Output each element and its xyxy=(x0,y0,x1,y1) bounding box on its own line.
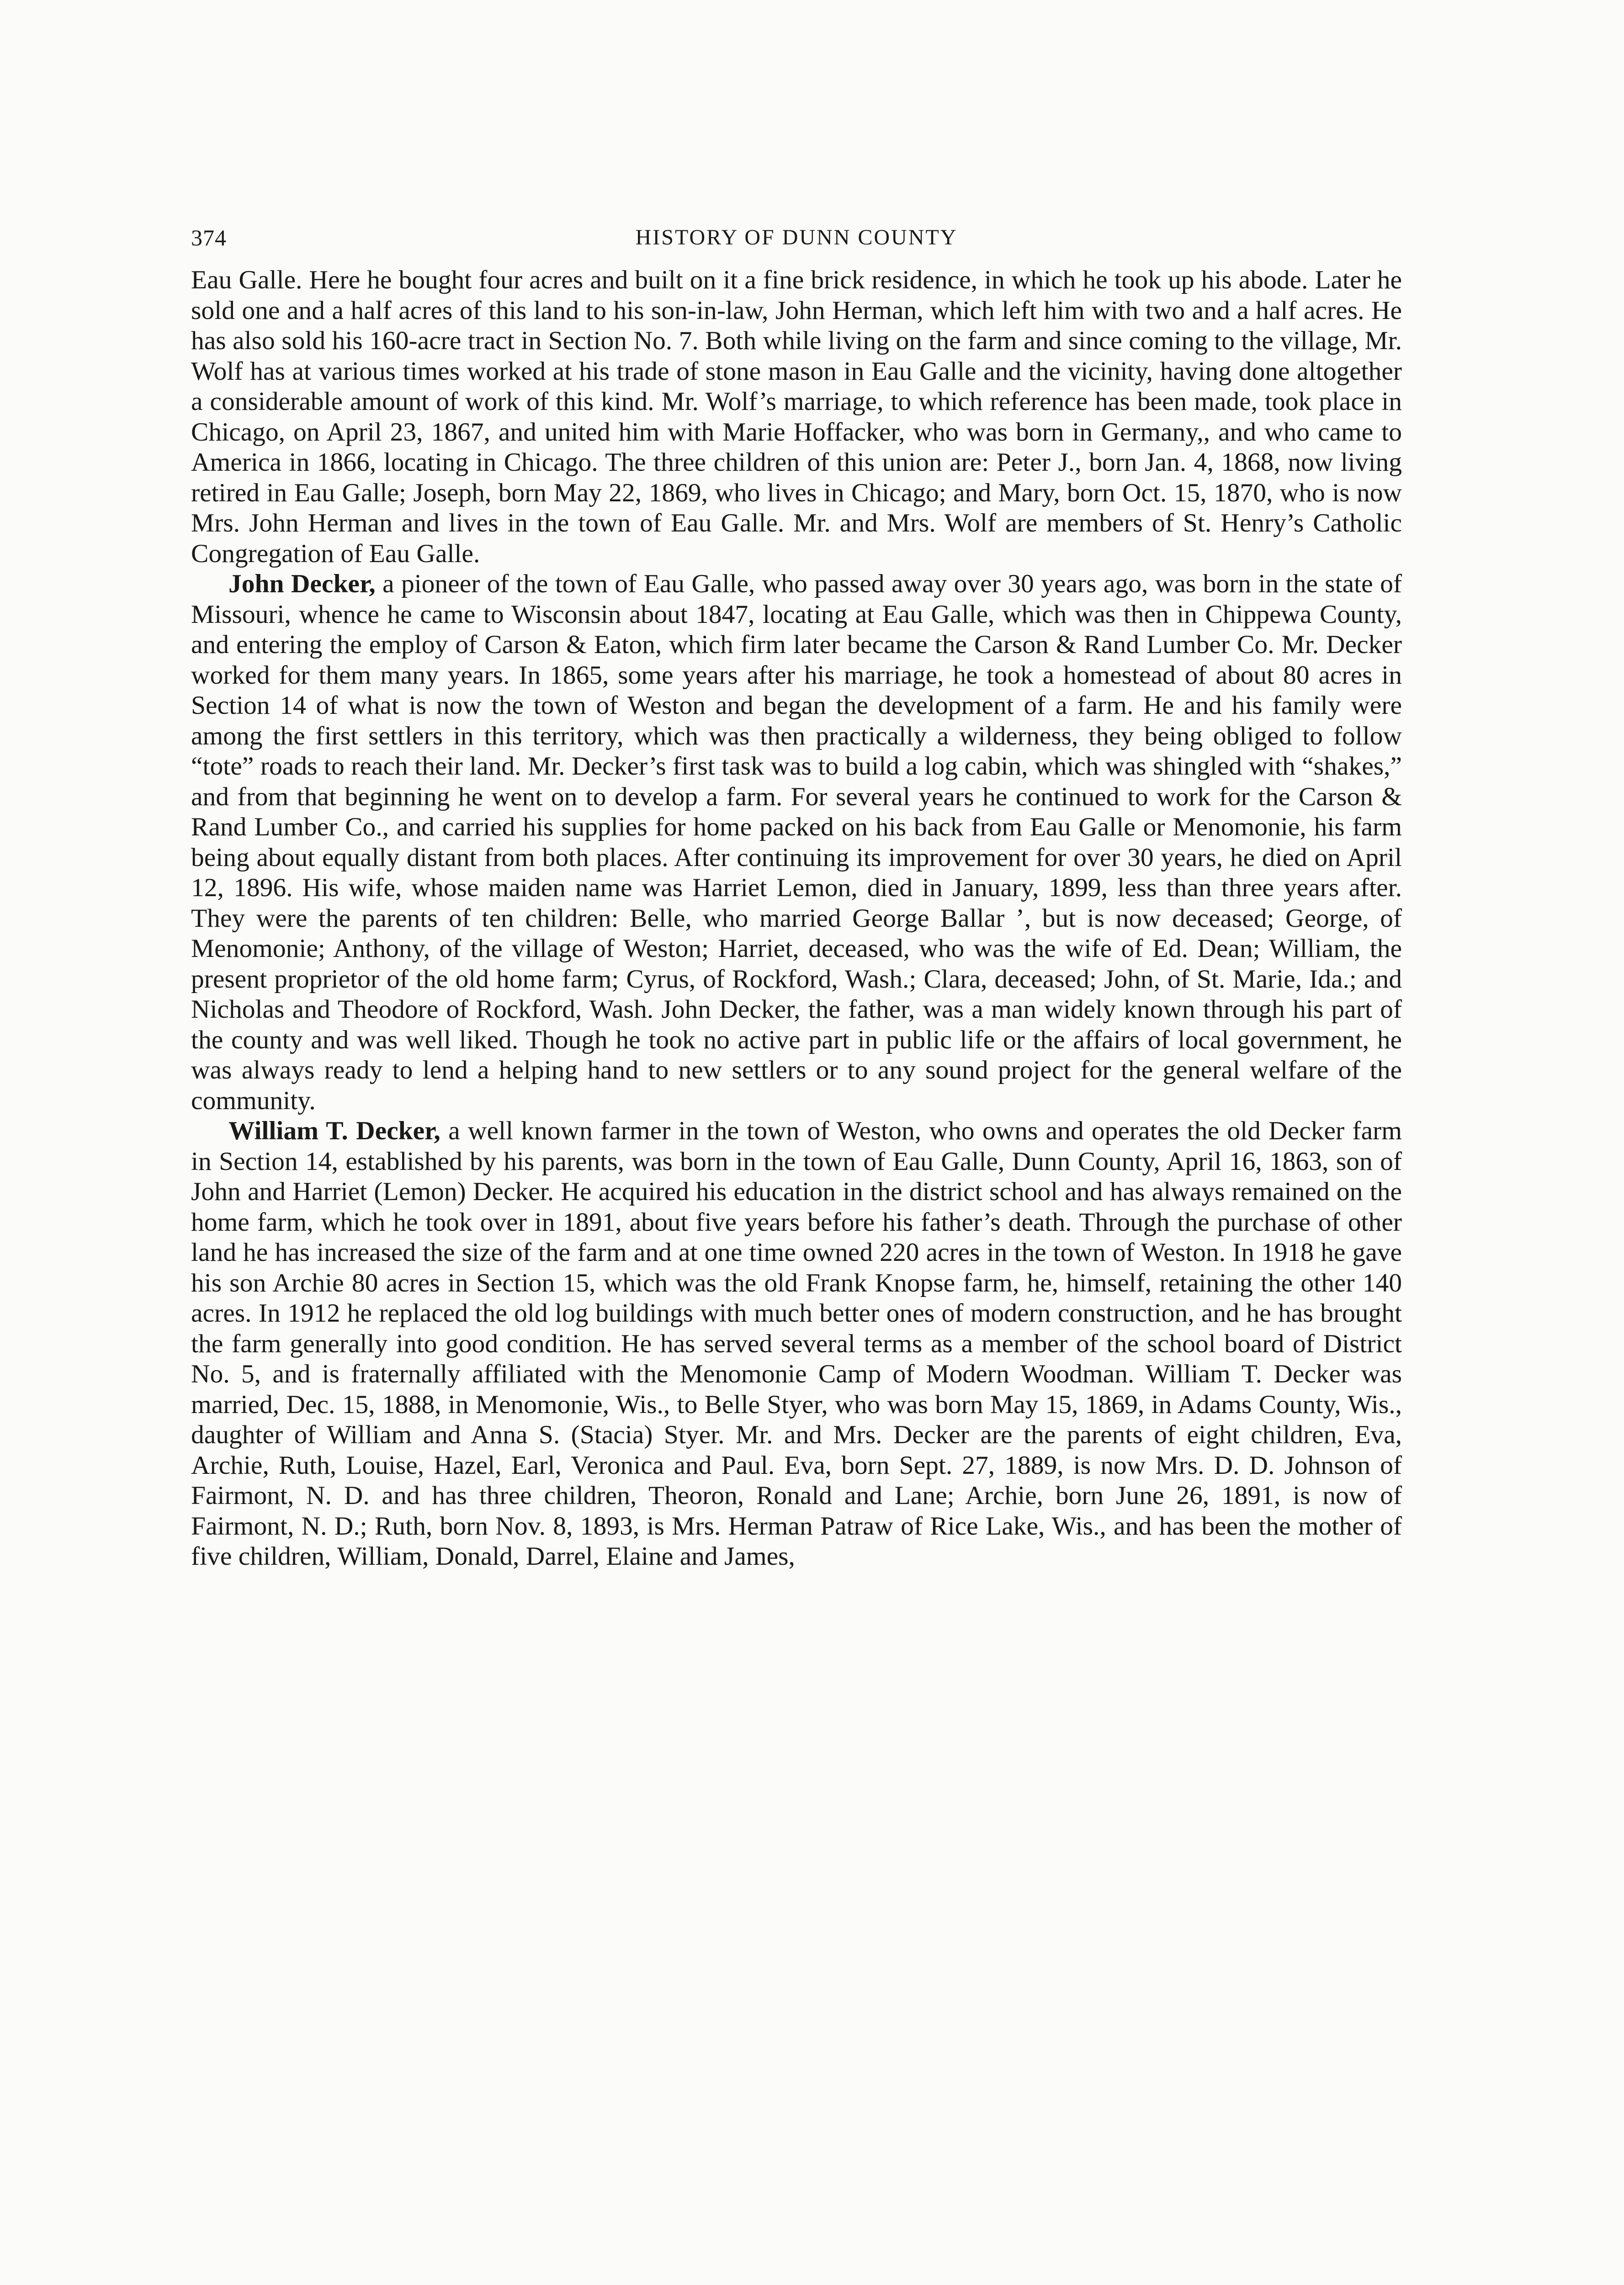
page-header xyxy=(191,219,1402,256)
running-title: HISTORY OF DUNN COUNTY xyxy=(635,225,958,250)
biography-name: John Decker, xyxy=(228,569,376,598)
paragraph-text: Eau Galle. Here he bought four acres and built on it a fine brick residence, in which he took up his abode. Later he sold one and a half acres of this land to his son-in-law, John Herman, which left him with two and a half acres. He has also sold his 160-acre tract in Section No. 7. Both while living on the farm and since coming to the village, Mr. Wolf has at various times worked at his trade of stone mason in Eau Galle and the vicinity, having done altogether a considerable amount of work of this kind. Mr. Wolf’s marriage, to which reference has been made, took place in Chicago, on April 23, 1867, and united him with Marie Hoffacker, who was born in Germany,, and who came to America in 1866, locating in Chicago. The three children of this union are: Peter J., born Jan. 4, 1868, now living retired in Eau Galle; Joseph, born May 22, 1869, who lives in Chicago; and Mary, born Oct. 15, 1870, who is now Mrs. John Herman and lives in the town of Eau Galle. Mr. and Mrs. Wolf are members of St. Henry’s Catholic Congregation of Eau Galle. xyxy=(191,266,1402,568)
paragraph-william-t-decker xyxy=(191,1116,1402,1572)
paragraph-text: a well known farmer in the town of Weston, who owns and operates the old Decker farm in Section 14, established by his parents, was born in the town of Eau Galle, Dunn County, April 16, 1863, son of John and Harriet (Lemon) Decker. He acquired his education in the district school and has always remained on the home farm, which he took over in 1891, about five years before his father’s death. Through the purchase of other land he has increased the size of the farm and at one time owned 220 acres in the town of Weston. In 1918 he gave his son Archie 80 acres in Section 15, which was the old Frank Knopse farm, he, himself, retaining the other 140 acres. In 1912 he replaced the old log buildings with much better ones of modern construction, and he has brought the farm generally into good condition. He has served several terms as a member of the school board of District No. 5, and is fraternally affiliated with the Menomonie Camp of Modern Woodman. William T. Decker was married, Dec. 15, 1888, in Menomonie, Wis., to Belle Styer, who was born May 15, 1869, in Adams County, Wis., daughter of William and Anna S. (Stacia) Styer. Mr. and Mrs. Decker are the parents of eight children, Eva, Archie, Ruth, Louise, Hazel, Earl, Veronica and Paul. Eva, born Sept. 27, 1889, is now Mrs. D. D. Johnson of Fairmont, N. D. and has three children, Theoron, Ronald and Lane; Archie, born June 26, 1891, is now of Fairmont, N. D.; Ruth, born Nov. 8, 1893, is Mrs. Herman Patraw of Rice Lake, Wis., and has been the mother of five children, William, Donald, Darrel, Elaine and James, xyxy=(191,1116,1402,1571)
body-text xyxy=(191,265,1402,1572)
paragraph-wolf-continued xyxy=(191,265,1402,569)
biography-name: William T. Decker, xyxy=(228,1116,440,1145)
page-number: 374 xyxy=(191,225,227,250)
paragraph-john-decker xyxy=(191,569,1402,1116)
paragraph-text: a pioneer of the town of Eau Galle, who passed away over 30 years ago, was born in the state of Missouri, whence he came to Wisconsin about 1847, locating at Eau Galle, which was then in Chippewa County, and entering the employ of Carson & Eaton, which firm later became the Carson & Rand Lumber Co. Mr. Decker worked for them many years. In 1865, some years after his marriage, he took a homestead of about 80 acres in Section 14 of what is now the town of Weston and began the development of a farm. He and his family were among the first settlers in this territory, which was then practically a wilderness, they being obliged to follow “tote” roads to reach their land. Mr. Decker’s first task was to build a log cabin, which was shingled with “shakes,” and from that beginning he went on to develop a farm. For several years he continued to work for the Carson & Rand Lumber Co., and carried his supplies for home packed on his back from Eau Galle or Menomonie, his farm being about equally distant from both places. After continuing its improvement for over 30 years, he died on April 12, 1896. His wife, whose maiden name was Harriet Lemon, died in January, 1899, less than three years after. They were the parents of ten children: Belle, who married George Ballar ’, but is now deceased; George, of Menomonie; Anthony, of the village of Weston; Harriet, deceased, who was the wife of Ed. Dean; William, the present proprietor of the old home farm; Cyrus, of Rockford, Wash.; Clara, deceased; John, of St. Marie, Ida.; and Nicholas and Theodore of Rockford, Wash. John Decker, the father, was a man widely known through his part of the county and was well liked. Though he took no active part in public life or the affairs of local government, he was always ready to lend a helping hand to new settlers or to any sound project for the general welfare of the community. xyxy=(191,569,1402,1115)
